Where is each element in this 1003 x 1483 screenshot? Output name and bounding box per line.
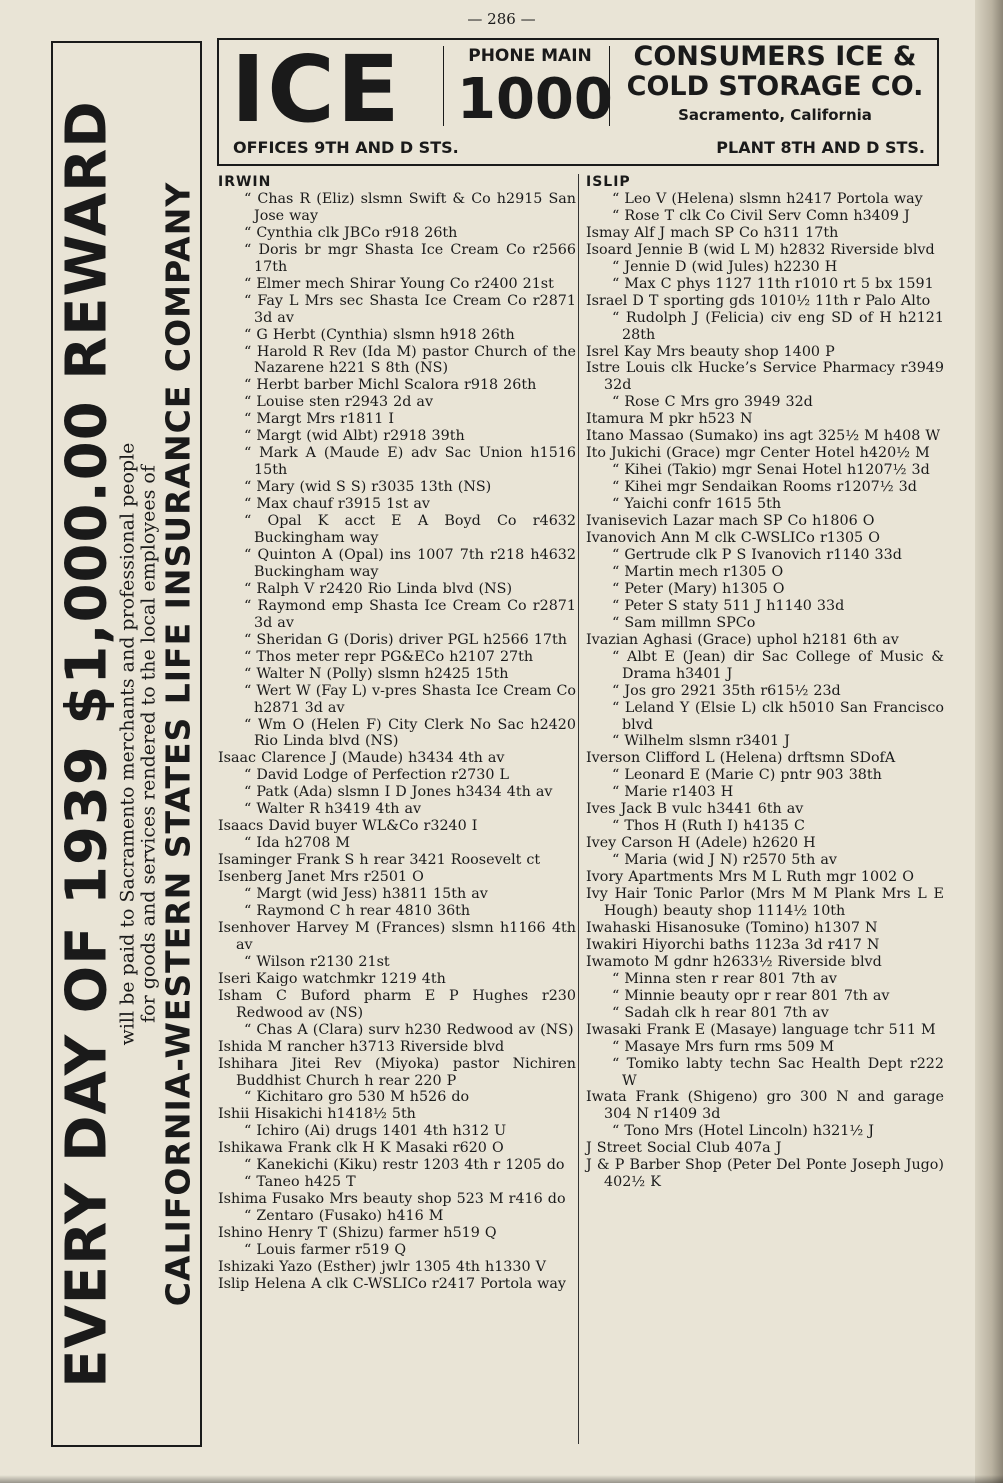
directory-entry: Ishida M rancher h3713 Riverside blvd: [218, 1038, 505, 1055]
directory-entry: “ Patk (Ada) slsmn I D Jones h3434 4th av: [244, 784, 553, 801]
directory-entry: “ Mark A (Maude E) adv Sac Union h1516 15th: [244, 445, 576, 479]
directory-entry: “ Cynthia clk JBCo r918 26th: [244, 224, 458, 241]
page-number: — 286 —: [467, 10, 536, 28]
directory-entry: Ivy Hair Tonic Parlor (Mrs M M Plank Mrs L E Hough) beauty shop 1114½ 10th: [586, 886, 944, 919]
ad-line-1: will be paid to Sacramento merchants and professional people: [115, 442, 138, 1046]
directory-entry: “ Kanekichi (Kiku) restr 1203 4th r 1205 do: [244, 1157, 565, 1174]
directory-entry: Iwakiri Hiyorchi baths 1123a 3d r417 N: [586, 936, 880, 953]
directory-entry: Isaacs David buyer WL&Co r3240 I: [218, 818, 478, 835]
directory-entry: “ Kihei (Takio) mgr Senai Hotel h1207½ 3d: [612, 462, 930, 479]
directory-entry: “ Kichitaro gro 530 M h526 do: [244, 1089, 470, 1106]
directory-entry: “ G Herbt (Cynthia) slsmn h918 26th: [244, 326, 515, 343]
directory-entry: “ Leonard E (Marie C) pntr 903 38th: [612, 767, 882, 784]
directory-entry: “ Taneo h425 T: [244, 1174, 356, 1191]
directory-entry: Isoard Jennie B (wid L M) h2832 Riverside blvd: [586, 241, 935, 258]
offices-address: OFFICES 9TH AND D STS.: [233, 138, 459, 157]
directory-entry: “ Wm O (Helen F) City Clerk No Sac h2420 Rio Linda blvd (NS): [244, 716, 576, 750]
directory-entry: “ Ralph V r2420 Rio Linda blvd (NS): [244, 580, 513, 597]
ad-line-2: for goods and services rendered to the local employees of: [136, 465, 159, 1023]
ice-advertisement: [217, 38, 939, 166]
directory-entry: “ Sadah clk h rear 801 7th av: [612, 1004, 829, 1021]
directory-entry: “ Thos meter repr PG&ECo h2107 27th: [244, 648, 534, 665]
directory-entry: Ishikawa Frank clk H K Masaki r620 O: [218, 1140, 504, 1157]
company-city: Sacramento, California: [678, 106, 872, 124]
directory-entry: “ Tomiko labty techn Sac Health Dept r222 W: [612, 1055, 944, 1089]
directory-entry: “ Margt (wid Albt) r2918 39th: [244, 428, 465, 445]
directory-column-left: [218, 174, 576, 1293]
directory-entry: “ Albt E (Jean) dir Sac College of Music & Drama h3401 J: [612, 648, 944, 682]
directory-entry: Islip Helena A clk C-WSLICo r2417 Portola way: [218, 1275, 567, 1292]
directory-entry: Ishima Fusako Mrs beauty shop 523 M r416 do: [218, 1191, 566, 1208]
directory-entry: “ Wert W (Fay L) v-pres Shasta Ice Cream Co h2871 3d av: [244, 682, 576, 716]
directory-entry: “ Raymond C h rear 4810 36th: [244, 902, 471, 919]
directory-entry: “ Harold R Rev (Ida M) pastor Church of the Nazarene h221 S 8th (NS): [244, 343, 576, 377]
column-divider: [578, 174, 579, 1444]
directory-entry: “ Margt (wid Jess) h3811 15th av: [244, 886, 488, 903]
page-spine-shadow: [975, 0, 1003, 1483]
directory-entry: “ Wilson r2130 21st: [244, 953, 390, 970]
directory-entry: “ Leland Y (Elsie L) clk h5010 San Francisco blvd: [612, 699, 944, 733]
directory-entry: “ Louise sten r2943 2d av: [244, 394, 434, 411]
directory-entry: “ Peter S staty 511 J h1140 33d: [612, 597, 845, 614]
directory-entry: Iseri Kaigo watchmkr 1219 4th: [218, 970, 446, 987]
directory-entry: Ishizaki Yazo (Esther) jwlr 1305 4th h1330 V: [218, 1259, 546, 1275]
directory-entry: “ Thos H (Ruth I) h4135 C: [612, 818, 805, 835]
directory-entry: Ishihara Jitei Rev (Miyoka) pastor Nichiren Buddhist Church h rear 220 P: [218, 1055, 576, 1089]
directory-entry: “ Leo V (Helena) slsmn h2417 Portola way: [612, 190, 923, 207]
directory-entry: “ Yaichi confr 1615 5th: [612, 496, 782, 513]
directory-entry: “ Walter N (Polly) slsmn h2425 15th: [244, 665, 509, 682]
directory-entry: “ Max chauf r3915 1st av: [244, 496, 430, 513]
directory-entry: J Street Social Club 407a J: [586, 1140, 782, 1157]
directory-entry: “ Jos gro 2921 35th r615½ 23d: [612, 682, 841, 699]
directory-entry: “ Wilhelm slsmn r3401 J: [612, 733, 790, 750]
directory-entry: Itamura M pkr h523 N: [586, 411, 753, 428]
directory-entry: “ Peter (Mary) h1305 O: [612, 580, 785, 597]
directory-entry: “ Gertrude clk P S Ivanovich r1140 33d: [612, 546, 902, 563]
directory-entry: “ Max C phys 1127 11th r1010 rt 5 bx 1591: [612, 275, 934, 292]
surname-heading: IRWIN: [218, 174, 272, 190]
directory-entry: “ Opal K acct E A Boyd Co r4632 Buckingham way: [244, 513, 576, 547]
ad-headline: EVERY DAY OF 1939 $1,000.00 REWARD: [53, 100, 119, 1388]
phone-number: 1000: [457, 67, 613, 132]
directory-entry: “ Chas A (Clara) surv h230 Redwood av (NS): [244, 1021, 574, 1038]
directory-entry: “ Kihei mgr Sendaikan Rooms r1207½ 3d: [612, 479, 917, 496]
directory-entry: “ Fay L Mrs sec Shasta Ice Cream Co r2871 3d av: [244, 292, 576, 326]
ice-word: ICE: [231, 36, 402, 143]
ad-divider: [443, 46, 444, 126]
directory-entry: Ivanisevich Lazar mach SP Co h1806 O: [586, 513, 875, 530]
directory-entry: “ Martin mech r1305 O: [612, 563, 784, 580]
directory-entry: “ Tono Mrs (Hotel Lincoln) h321½ J: [612, 1123, 874, 1140]
directory-entry: “ Rose T clk Co Civil Serv Comn h3409 J: [612, 207, 910, 224]
directory-entry: “ Doris br mgr Shasta Ice Cream Co r2566 17th: [244, 241, 576, 275]
directory-entry: Ishii Hisakichi h1418½ 5th: [218, 1106, 416, 1123]
directory-entry: Isrel Kay Mrs beauty shop 1400 P: [586, 343, 835, 360]
directory-entry: Ives Jack B vulc h3441 6th av: [586, 801, 804, 818]
directory-entry: Isaac Clarence J (Maude) h3434 4th av: [218, 750, 505, 767]
directory-entry: Isham C Buford pharm E P Hughes r230 Redwood av (NS): [218, 987, 576, 1021]
company-name: [617, 42, 933, 102]
directory-entry: “ Mary (wid S S) r3035 13th (NS): [244, 479, 492, 496]
directory-entry: “ Minnie beauty opr r rear 801 7th av: [612, 987, 890, 1004]
directory-entry: Ismay Alf J mach SP Co h311 17th: [586, 224, 839, 241]
side-advertisement-text: [54, 46, 199, 1442]
directory-entry: Isaminger Frank S h rear 3421 Roosevelt ct: [218, 852, 541, 869]
directory-entry: Ito Jukichi (Grace) mgr Center Hotel h420½ M: [586, 445, 930, 462]
directory-entry: “ Quinton A (Opal) ins 1007 7th r218 h4632 Buckingham way: [244, 546, 576, 580]
directory-entry: Ishino Henry T (Shizu) farmer h519 Q: [218, 1225, 497, 1242]
directory-entry: “ Ichiro (Ai) drugs 1401 4th h312 U: [244, 1123, 507, 1140]
directory-entry: “ David Lodge of Perfection r2730 L: [244, 767, 510, 784]
page-bottom-shadow: [0, 1475, 1003, 1483]
directory-entry: “ Chas R (Eliz) slsmn Swift & Co h2915 San Jose way: [244, 190, 576, 224]
directory-entry: J & P Barber Shop (Peter Del Ponte Joseph Jugo) 402½ K: [586, 1157, 944, 1191]
surname-heading: ISLIP: [586, 174, 631, 190]
directory-entry: “ Marie r1403 H: [612, 784, 734, 801]
directory-entry: “ Herbt barber Michl Scalora r918 26th: [244, 377, 537, 394]
directory-entry: Itano Massao (Sumako) ins agt 325½ M h408 W: [586, 428, 941, 445]
directory-entry: Ivory Apartments Mrs M L Ruth mgr 1002 O: [586, 869, 915, 886]
directory-entry: Ivanovich Ann M clk C-WSLICo r1305 O: [586, 530, 880, 547]
directory-entry: “ Louis farmer r519 Q: [244, 1242, 407, 1259]
directory-entry: “ Jennie D (wid Jules) h2230 H: [612, 258, 838, 275]
directory-entry: “ Minna sten r rear 801 7th av: [612, 970, 837, 987]
directory-entry: Israel D T sporting gds 1010½ 11th r Palo Alto: [586, 292, 931, 309]
directory-entry: Isenhover Harvey M (Frances) slsmn h1166 4th av: [218, 919, 576, 953]
directory-entry: Iwasaki Frank E (Masaye) language tchr 511 M: [586, 1021, 936, 1038]
directory-entry: Iverson Clifford L (Helena) drftsmn SDofA: [586, 750, 896, 767]
directory-column-right: [586, 174, 944, 1191]
directory-entry: “ Ida h2708 M: [244, 835, 350, 852]
directory-entry: Ivazian Aghasi (Grace) uphol h2181 6th av: [586, 631, 899, 648]
directory-entry: Istre Louis clk Hucke’s Service Pharmacy r3949 32d: [586, 360, 944, 394]
company-name-line-1: CONSUMERS ICE &: [633, 41, 917, 72]
directory-entry: Iwata Frank (Shigeno) gro 300 N and garage 304 N r1409 3d: [586, 1089, 944, 1123]
directory-entry: “ Rose C Mrs gro 3949 32d: [612, 394, 813, 411]
directory-entry: “ Walter R h3419 4th av: [244, 801, 422, 818]
directory-entry: “ Raymond emp Shasta Ice Cream Co r2871 3d av: [244, 597, 576, 631]
ad-company: CALIFORNIA-WESTERN STATES LIFE INSURANCE COMPANY: [157, 181, 197, 1307]
directory-entry: “ Zentaro (Fusako) h416 M: [244, 1208, 444, 1225]
directory-entry: Iwamoto M gdnr h2633½ Riverside blvd: [586, 953, 882, 970]
directory-entry: “ Sam millmn SPCo: [612, 614, 756, 631]
directory-entry: Iwahaski Hisanosuke (Tomino) h1307 N: [586, 919, 878, 936]
ad-divider: [609, 46, 610, 126]
plant-address: PLANT 8TH AND D STS.: [716, 138, 925, 157]
directory-entry: “ Rudolph J (Felicia) civ eng SD of H h2121 28th: [612, 309, 944, 343]
directory-entry: Ivey Carson H (Adele) h2620 H: [586, 835, 816, 852]
company-name-line-2: COLD STORAGE CO.: [626, 71, 924, 102]
phone-label: PHONE MAIN: [468, 46, 592, 66]
directory-entry: “ Masaye Mrs furn rms 509 M: [612, 1038, 835, 1055]
directory-entry: “ Elmer mech Shirar Young Co r2400 21st: [244, 275, 554, 292]
directory-entry: “ Sheridan G (Doris) driver PGL h2566 17th: [244, 631, 567, 648]
directory-entry: “ Maria (wid J N) r2570 5th av: [612, 852, 837, 869]
directory-entry: Isenberg Janet Mrs r2501 O: [218, 869, 424, 886]
side-advertisement: [51, 41, 202, 1447]
directory-entry: “ Margt Mrs r1811 I: [244, 411, 395, 428]
